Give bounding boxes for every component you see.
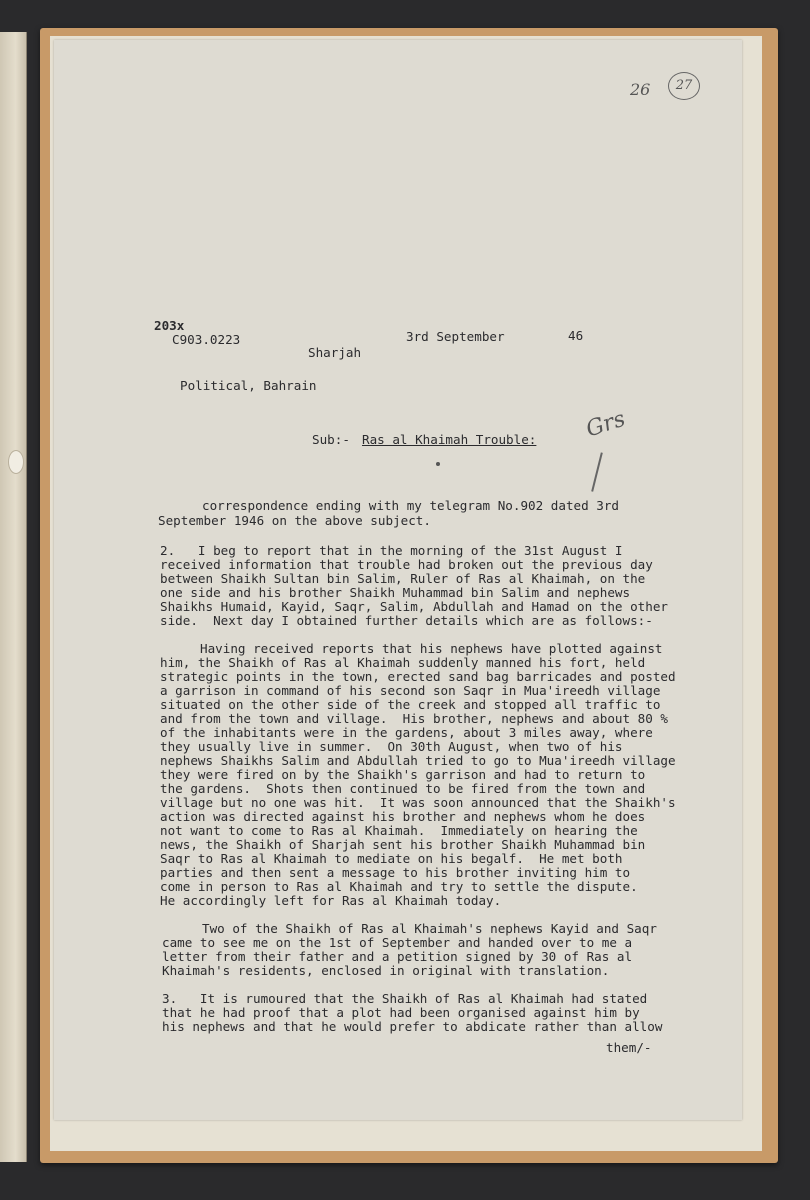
body-line: Having received reports that his nephews have plotted against — [200, 641, 663, 656]
body-line: village but no one was hit. It was soon announced that the Shaikh's — [160, 795, 676, 810]
body-line: and from the town and village. His brother, nephews and about 80 % — [160, 711, 668, 726]
handwritten-initials: Grs — [583, 406, 629, 443]
body-line: 2. I beg to report that in the morning of the 31st August I — [160, 543, 623, 558]
body-line: September 1946 on the above subject. — [158, 513, 431, 528]
body-line: correspondence ending with my telegram No.902 dated 3rd — [202, 498, 620, 513]
reference-prefix: 203x — [154, 318, 185, 333]
body-line: Saqr to Ras al Khaimah to mediate on his begalf. He met both — [160, 851, 623, 866]
body-line: of the inhabitants were in the gardens, about 3 miles away, where — [160, 725, 653, 740]
body-line: action was directed against his brother and nephews whom he does — [160, 809, 646, 824]
body-line: side. Next day I obtained further details which are as follows:- — [160, 613, 653, 628]
file-reference: C903.0223 — [172, 332, 241, 347]
catchword: them/- — [606, 1040, 652, 1055]
body-line: situated on the other side of the creek and stopped all traffic to — [160, 697, 661, 712]
body-line: a garrison in command of his second son Saqr in Mua'ireedh village — [160, 683, 661, 698]
letter-place: Sharjah — [308, 345, 362, 360]
subject-prefix: Sub:- — [312, 432, 350, 447]
body-line: come in person to Ras al Khaimah and try to settle the dispute. — [160, 879, 638, 894]
body-line: Two of the Shaikh of Ras al Khaimah's nephews Kayid and Saqr — [202, 921, 657, 936]
body-line: parties and then sent a message to his brother inviting him to — [160, 865, 631, 880]
subject-title: Ras al Khaimah Trouble: — [362, 432, 537, 447]
body-line: letter from their father and a petition signed by 30 of Ras al — [162, 949, 633, 964]
punch-hole — [8, 450, 24, 474]
body-line: strategic points in the town, erected sand bag barricades and posted — [160, 669, 676, 684]
body-line: He accordingly left for Ras al Khaimah today. — [160, 893, 502, 908]
body-line: that he had proof that a plot had been organised against him by — [162, 1005, 640, 1020]
body-line: Shaikhs Humaid, Kayid, Saqr, Salim, Abdullah and Hamad on the other — [160, 599, 668, 614]
body-line: 3. It is rumoured that the Shaikh of Ras al Khaimah had stated — [162, 991, 648, 1006]
body-line: received information that trouble had broken out the previous day — [160, 557, 653, 572]
body-line: Khaimah's residents, enclosed in original with translation. — [162, 963, 610, 978]
body-line: one side and his brother Shaikh Muhammad bin Salim and nephews — [160, 585, 631, 600]
folio-circled-number: 27 — [668, 72, 700, 100]
letter-date: 3rd September — [406, 329, 505, 344]
body-line: him, the Shaikh of Ras al Khaimah suddenly manned his fort, held — [160, 655, 646, 670]
addressee: Political, Bahrain — [180, 378, 317, 393]
ink-dot — [436, 462, 440, 466]
body-line: news, the Shaikh of Sharjah sent his brother Shaikh Muhammad bin — [160, 837, 646, 852]
body-line: the gardens. Shots then continued to be fired from the town and — [160, 781, 646, 796]
adjacent-page-edge — [0, 32, 27, 1162]
body-line: between Shaikh Sultan bin Salim, Ruler of Ras al Khaimah, on the — [160, 571, 646, 586]
body-line: his nephews and that he would prefer to abdicate rather than allow — [162, 1019, 663, 1034]
body-line: nephews Shaikhs Salim and Abdullah tried to go to Mua'ireedh village — [160, 753, 676, 768]
letter-number: 46 — [568, 328, 584, 343]
body-line: not want to come to Ras al Khaimah. Immediately on hearing the — [160, 823, 638, 838]
body-line: they were fired on by the Shaikh's garrison and had to return to — [160, 767, 646, 782]
body-line: came to see me on the 1st of September and handed over to me a — [162, 935, 633, 950]
folio-pencil-number: 26 — [630, 80, 651, 99]
body-line: they usually live in summer. On 30th August, when two of his — [160, 739, 623, 754]
